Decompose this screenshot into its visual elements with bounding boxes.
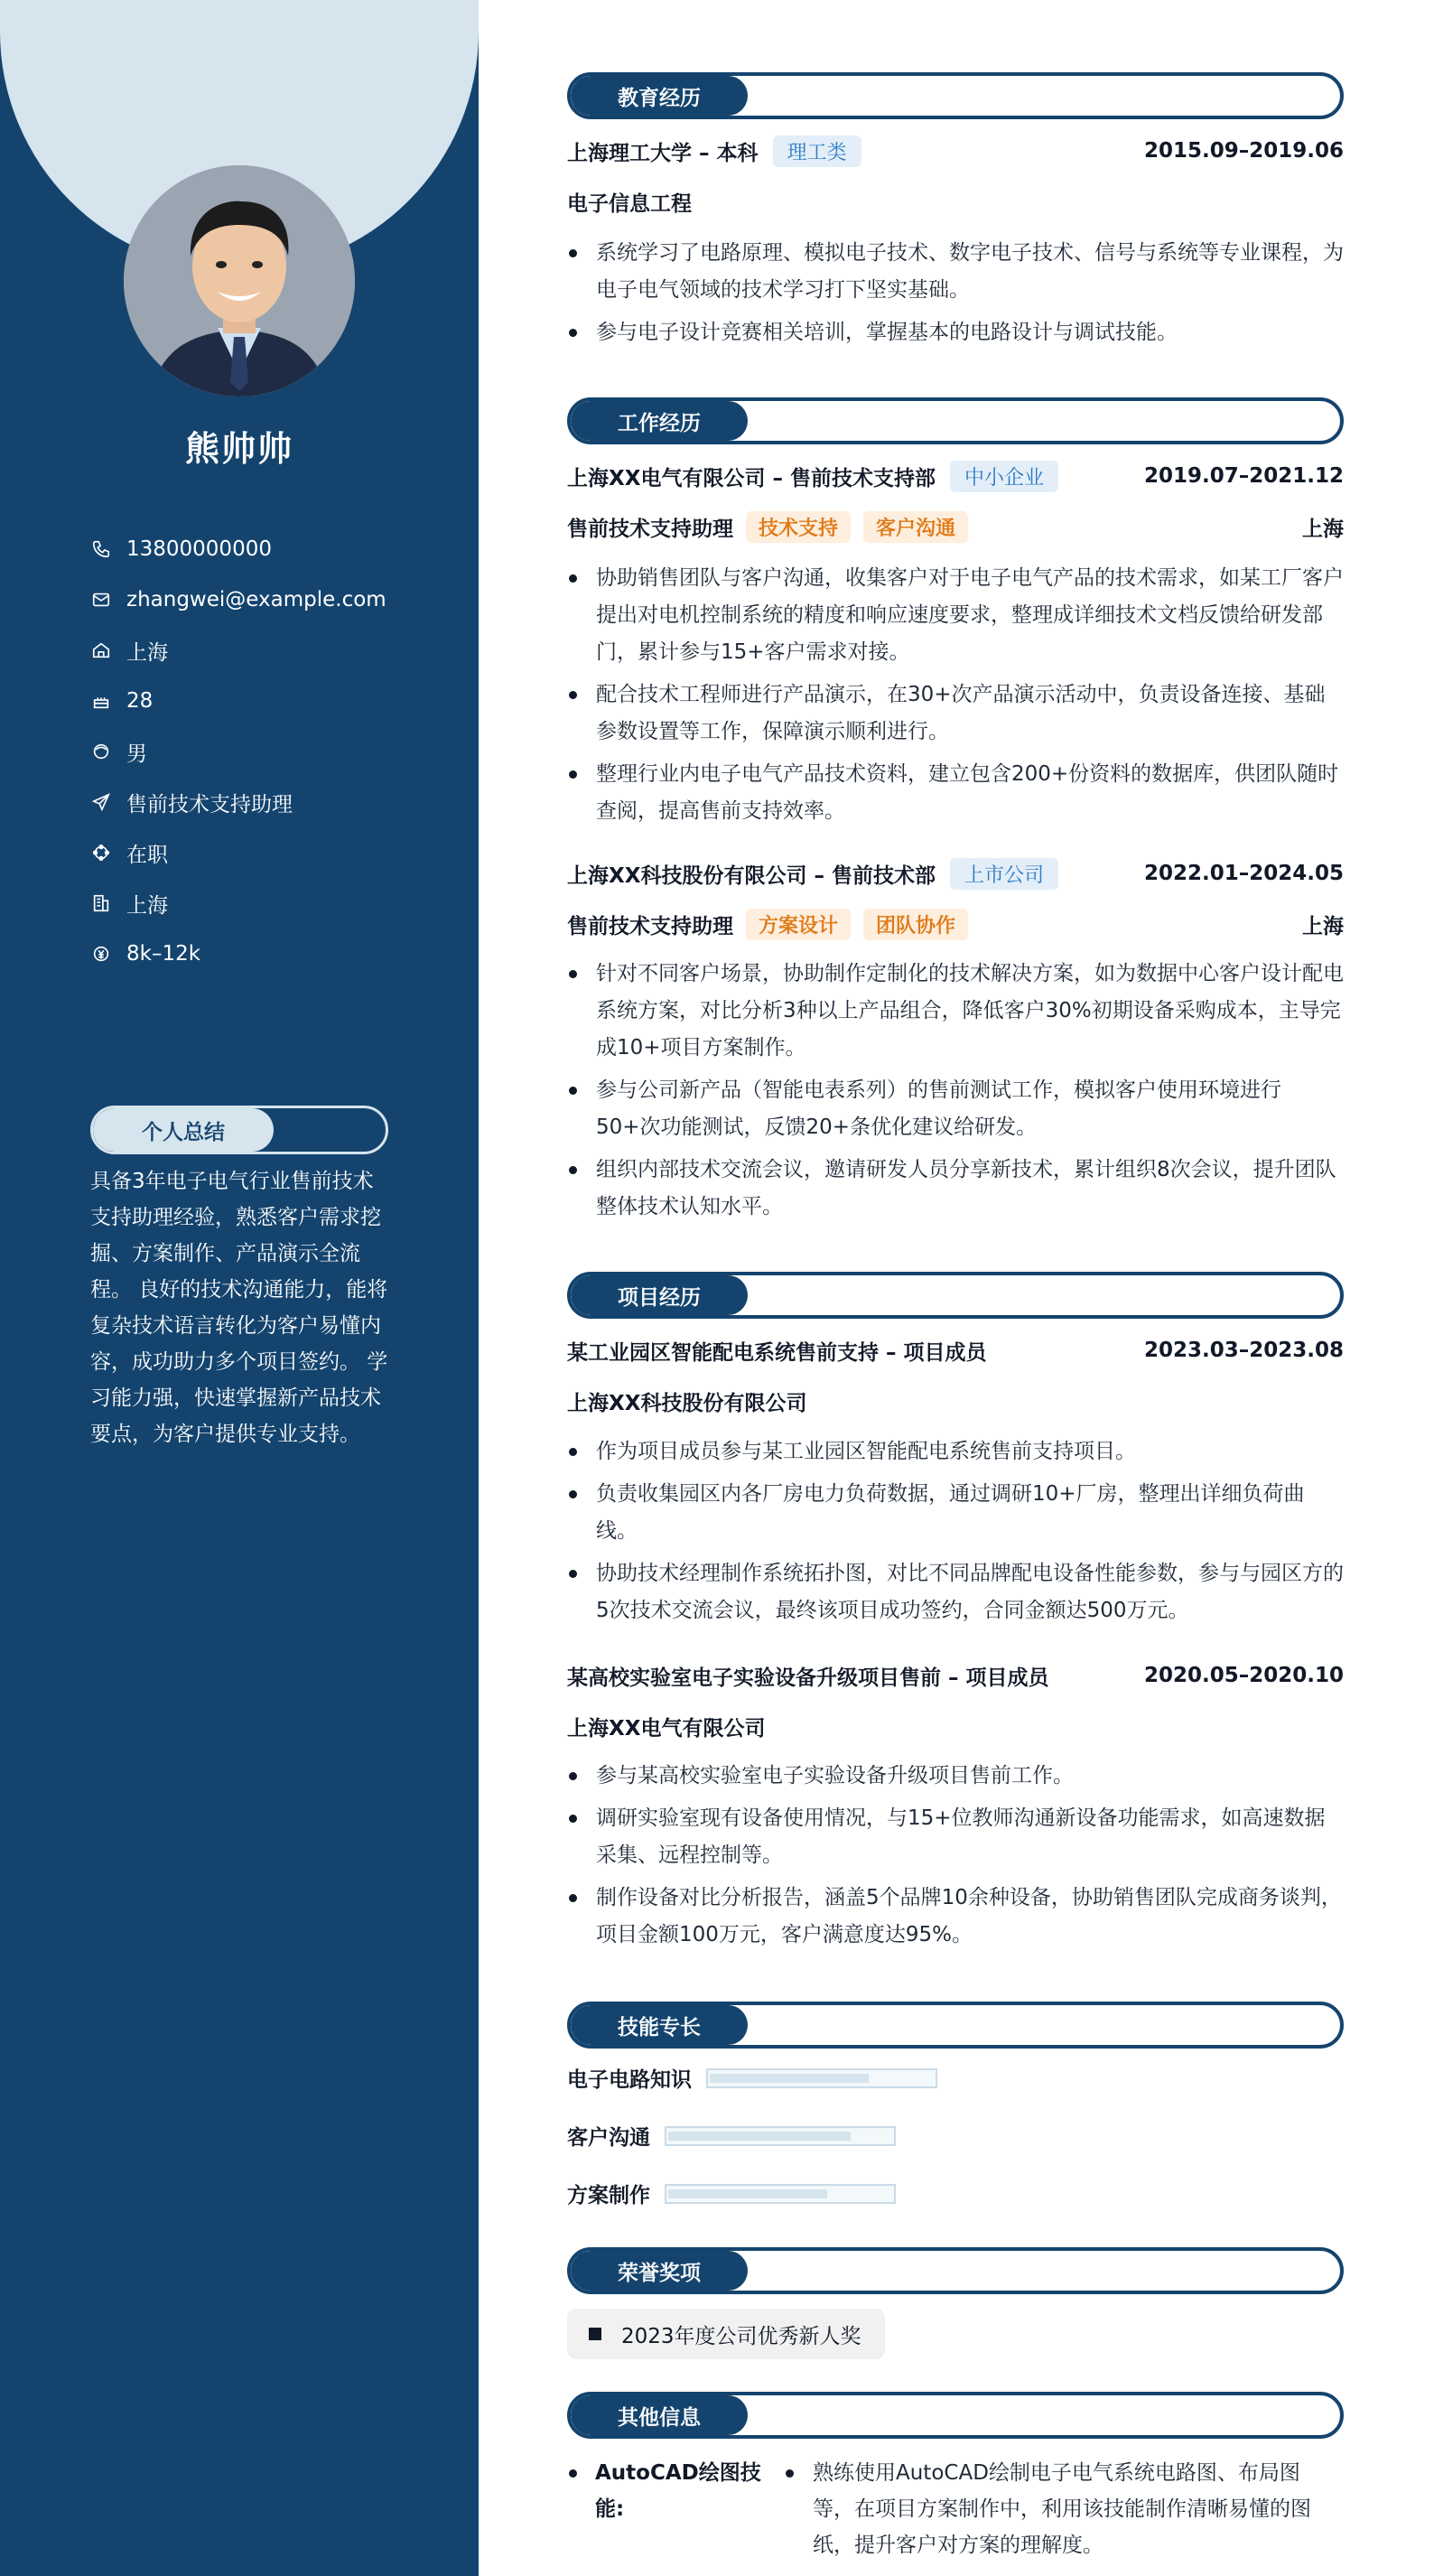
project-1-bullets [567, 1433, 1344, 1635]
skill-name: 方案制作 [567, 2184, 650, 2207]
info-gender-text: 男 [126, 742, 147, 766]
job-1-role-tag: 技术支持 [746, 511, 851, 543]
work-heading [567, 397, 1344, 444]
project-1-row [567, 1331, 1344, 1369]
building-icon [90, 892, 112, 914]
other-info-item [567, 2455, 1344, 2563]
job-2-company: 上海XX科技股份有限公司 – 售前技术部 [567, 863, 936, 888]
avatar-portrait [124, 165, 355, 397]
list-item: 负责收集园区内各厂房电力负荷数据，通过调研10+厂房，整理出详细负荷曲线。 [567, 1476, 1344, 1550]
phone-icon [90, 538, 112, 560]
sidebar [0, 0, 479, 2576]
list-item: 参与某高校实验室电子实验设备升级项目售前工作。 [567, 1758, 1344, 1795]
job-1-role-tag: 客户沟通 [863, 511, 968, 543]
info-city [90, 878, 452, 929]
project-1-org: 上海XX科技股份有限公司 [567, 1391, 807, 1415]
candidate-name: 熊帅帅 [184, 429, 293, 469]
skill-row [567, 2063, 937, 2093]
list-item: 协助技术经理制作系统拓扑图，对比不同品牌配电设备性能参数，参与与园区方的5次技术交流会议，最终该项目成功签约，合同金额达500万元。 [567, 1555, 1344, 1629]
skill-row [567, 2179, 896, 2208]
skill-bar-fill [668, 2132, 851, 2141]
work-heading-label: 工作经历 [571, 401, 748, 441]
award-item [567, 2309, 885, 2359]
project-2-bullets [567, 1758, 1344, 1959]
skills-heading [567, 2002, 1344, 2049]
job-2-city: 上海 [1302, 914, 1344, 938]
list-item: 参与电子设计竞赛相关培训，掌握基本的电路设计与调试技能。 [567, 314, 1344, 351]
major-row [567, 182, 1344, 220]
project-2-org: 上海XX电气有限公司 [567, 1716, 766, 1741]
job-1-city: 上海 [1302, 517, 1344, 541]
list-item: 调研实验室现有设备使用情况，与15+位教师沟通新设备功能需求，如高速数据采集、远程控制等。 [567, 1800, 1344, 1874]
salary-icon [90, 943, 112, 965]
job-2-role-row [567, 905, 1344, 943]
job-2-row [567, 854, 1344, 892]
info-email-text: zhangwei@example.com [126, 588, 386, 611]
info-status-text: 在职 [126, 843, 168, 867]
info-position-text: 售前技术支持助理 [126, 792, 293, 817]
education-heading [567, 72, 1344, 119]
skill-name: 电子电路知识 [567, 2068, 692, 2092]
skill-name: 客户沟通 [567, 2126, 650, 2150]
education-row [567, 132, 1344, 170]
skills-heading-label: 技能专长 [571, 2005, 748, 2045]
education-date: 2015.09–2019.06 [1143, 139, 1344, 163]
skill-bar [665, 2184, 896, 2204]
other-info-value: 熟练使用AutoCAD绘制电子电气系统电路图、布局图等，在项目方案制作中，利用该技能制作清晰易懂的图纸，提升客户对方案的理解度。 [784, 2455, 1336, 2563]
gender-icon [90, 741, 112, 762]
info-email [90, 574, 452, 625]
job-2-role-tag: 方案设计 [746, 909, 851, 940]
info-age [90, 676, 452, 726]
projects-heading [567, 1272, 1344, 1319]
summary-text: 具备3年电子电气行业售前技术支持助理经验，熟悉客户需求挖掘、方案制作、产品演示全流程。 良好的技术沟通能力，能将复杂技术语言转化为客户易懂内容，成功助力多个项目签约。 学习能力强，快速掌握新产品技术要点，为客户提供专业支持。 [90, 1170, 388, 1446]
education-heading-label: 教育经历 [571, 76, 748, 116]
job-2-role: 售前技术支持助理 [567, 914, 733, 938]
project-1-org-row [567, 1382, 1344, 1420]
list-item: 协助销售团队与客户沟通，收集客户对于电子电气产品的技术需求，如某工厂客户提出对电机控制系统的精度和响应速度要求，整理成详细技术文档反馈给研发部门，累计参与15+客户需求对接。 [567, 560, 1344, 671]
list-item: 配合技术工程师进行产品演示，在30+次产品演示活动中，负责设备连接、基础参数设置等工作，保障演示顺利进行。 [567, 677, 1344, 751]
skill-row [567, 2121, 896, 2151]
award-text: 2023年度公司优秀新人奖 [621, 2324, 861, 2348]
summary-heading [90, 1106, 388, 1154]
award-bullet-icon [589, 2328, 601, 2340]
home-icon [90, 639, 112, 661]
list-item: 参与公司新产品（智能电表系列）的售前测试工作，模拟客户使用环境进行50+次功能测试，反馈20+条优化建议给研发。 [567, 1072, 1344, 1146]
job-1-role-row [567, 508, 1344, 546]
list-item: 制作设备对比分析报告，涵盖5个品牌10余种设备，协助销售团队完成商务谈判，项目金额100万元，客户满意度达95%。 [567, 1880, 1344, 1954]
info-city-text: 上海 [126, 893, 168, 918]
project-2-org-row [567, 1707, 1344, 1745]
school-name: 上海理工大学 – 本科 [567, 141, 759, 165]
project-2-date: 2020.05–2020.10 [1143, 1664, 1344, 1687]
job-2-company-tag: 上市公司 [950, 858, 1058, 890]
education-bullets [567, 235, 1344, 357]
school-tag: 理工类 [773, 135, 861, 167]
info-gender [90, 726, 452, 777]
cake-icon [90, 690, 112, 712]
job-2-date: 2022.01–2024.05 [1143, 862, 1344, 885]
job-2-bullets [567, 956, 1344, 1231]
info-location-text: 上海 [126, 640, 168, 665]
project-1-date: 2023.03–2023.08 [1143, 1339, 1344, 1362]
info-phone [90, 524, 452, 574]
project-2-row [567, 1657, 1344, 1694]
send-icon [90, 791, 112, 813]
info-age-text: 28 [126, 689, 154, 713]
other-heading-label: 其他信息 [571, 2395, 748, 2435]
contact-info-list [90, 524, 452, 979]
skill-bar [665, 2126, 896, 2146]
skill-bar [706, 2068, 937, 2088]
info-location [90, 625, 452, 676]
list-item: 组织内部技术交流会议，邀请研发人员分享新技术，累计组织8次会议，提升团队整体技术认知水平。 [567, 1152, 1344, 1226]
list-item: 整理行业内电子电气产品技术资料，建立包含200+份资料的数据库，供团队随时查阅，提高售前支持效率。 [567, 756, 1344, 830]
other-heading [567, 2392, 1344, 2439]
other-info-key: AutoCAD绘图技能: [567, 2455, 784, 2563]
job-1-company: 上海XX电气有限公司 – 售前技术支持部 [567, 466, 936, 490]
info-salary-text: 8k–12k [126, 942, 201, 966]
skill-bar-fill [668, 2189, 827, 2198]
honors-heading-label: 荣誉奖项 [571, 2251, 748, 2291]
summary-heading-label: 个人总结 [142, 1120, 225, 1144]
job-1-date: 2019.07–2021.12 [1143, 464, 1344, 488]
list-item: 针对不同客户场景，协助制作定制化的技术解决方案，如为数据中心客户设计配电系统方案，对比分析3种以上产品组合，降低客户30%初期设备采购成本，主导完成10+项目方案制作。 [567, 956, 1344, 1067]
honors-heading [567, 2247, 1344, 2294]
projects-heading-label: 项目经历 [571, 1275, 748, 1315]
mail-icon [90, 589, 112, 611]
job-1-row [567, 457, 1344, 495]
skill-bar-fill [710, 2074, 869, 2083]
info-phone-text: 13800000000 [126, 537, 272, 561]
list-item: 作为项目成员参与某工业园区智能配电系统售前支持项目。 [567, 1433, 1344, 1470]
major-name: 电子信息工程 [567, 191, 692, 216]
info-position [90, 777, 452, 827]
status-icon [90, 842, 112, 863]
info-status [90, 827, 452, 878]
job-2-role-tag: 团队协作 [863, 909, 968, 940]
job-1-bullets [567, 560, 1344, 835]
avatar [124, 165, 355, 397]
job-1-company-tag: 中小企业 [950, 461, 1058, 492]
info-salary [90, 929, 452, 979]
project-2-name: 某高校实验室电子实验设备升级项目售前 – 项目成员 [567, 1666, 1049, 1690]
project-1-name: 某工业园区智能配电系统售前支持 – 项目成员 [567, 1340, 987, 1365]
job-1-role: 售前技术支持助理 [567, 517, 733, 541]
list-item: 系统学习了电路原理、模拟电子技术、数字电子技术、信号与系统等专业课程，为电子电气领域的技术学习打下坚实基础。 [567, 235, 1344, 309]
